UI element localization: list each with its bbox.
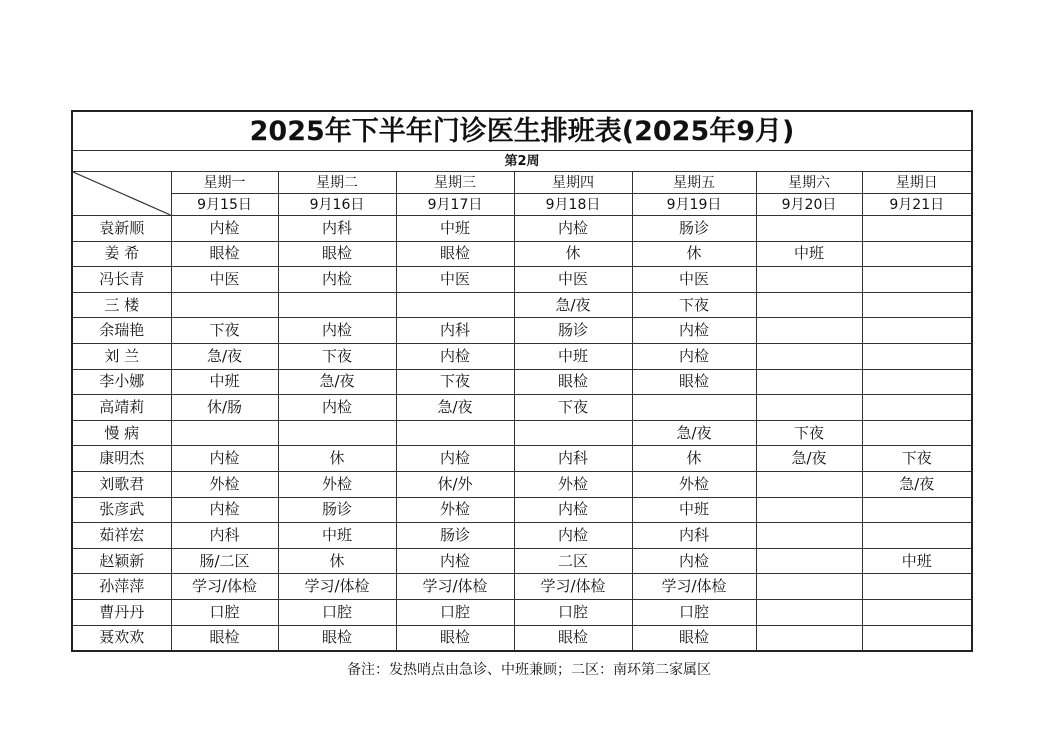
shift-cell: [171, 292, 278, 318]
shift-cell: [862, 574, 971, 600]
week-label: 第2周: [73, 151, 971, 172]
shift-cell: [862, 292, 971, 318]
shift-cell: [756, 267, 862, 293]
shift-cell: [862, 625, 971, 650]
table-row: [73, 292, 971, 318]
shift-cell: [756, 548, 862, 574]
shift-cell: 学习/体检: [514, 574, 632, 600]
doctor-name: 刘歌君: [73, 471, 171, 497]
shift-cell: [756, 574, 862, 600]
shift-cell: 内检: [632, 318, 756, 344]
shift-cell: 肠诊: [514, 318, 632, 344]
doctor-name: 高靖莉: [73, 395, 171, 421]
shift-cell: [756, 395, 862, 421]
footnote: 备注：发热哨点由急诊、中班兼顾；二区：南环第二家属区: [347, 662, 711, 678]
doctor-name: 康明杰: [73, 446, 171, 472]
shift-cell: [756, 216, 862, 242]
shift-cell: 内检: [278, 318, 396, 344]
shift-cell: [278, 292, 396, 318]
shift-cell: 中医: [632, 267, 756, 293]
doctor-name: 刘 兰: [73, 343, 171, 369]
date-header: 9月16日: [278, 194, 396, 216]
table-row: [73, 471, 971, 497]
shift-cell: 眼检: [632, 625, 756, 650]
table-row: [73, 625, 971, 650]
shift-cell: [278, 420, 396, 446]
table-row: [73, 369, 971, 395]
shift-cell: 二区: [514, 548, 632, 574]
date-header: 9月20日: [756, 194, 862, 216]
doctor-name: 姜 希: [73, 241, 171, 267]
shift-cell: 内科: [632, 523, 756, 549]
shift-cell: 下夜: [632, 292, 756, 318]
shift-cell: 内科: [514, 446, 632, 472]
table-row: [73, 343, 971, 369]
shift-cell: [632, 395, 756, 421]
shift-cell: 外检: [632, 471, 756, 497]
table-row: [73, 497, 971, 523]
shift-cell: 休: [632, 241, 756, 267]
shift-cell: 急/夜: [171, 343, 278, 369]
shift-cell: 口腔: [171, 599, 278, 625]
shift-cell: 休: [632, 446, 756, 472]
table-row: [73, 574, 971, 600]
shift-cell: 下夜: [278, 343, 396, 369]
shift-cell: 肠诊: [278, 497, 396, 523]
doctor-name: 曹丹丹: [73, 599, 171, 625]
shift-cell: 中医: [514, 267, 632, 293]
doctor-name: 慢 病: [73, 420, 171, 446]
day-header: 星期五: [632, 172, 756, 194]
day-header: 星期日: [862, 172, 971, 194]
shift-cell: [862, 420, 971, 446]
doctor-name: 李小娜: [73, 369, 171, 395]
diagonal-line: [73, 172, 171, 215]
table-row: [73, 267, 971, 293]
shift-cell: 眼检: [514, 369, 632, 395]
shift-cell: 眼检: [514, 625, 632, 650]
shift-cell: 休: [278, 548, 396, 574]
date-header: 9月18日: [514, 194, 632, 216]
shift-cell: [396, 292, 514, 318]
table-row: [73, 241, 971, 267]
shift-cell: [862, 343, 971, 369]
table-row: [73, 599, 971, 625]
shift-cell: 内检: [278, 267, 396, 293]
shift-cell: [862, 599, 971, 625]
shift-cell: [862, 241, 971, 267]
shift-cell: 下夜: [171, 318, 278, 344]
shift-cell: 中班: [171, 369, 278, 395]
doctor-name: 三 楼: [73, 292, 171, 318]
shift-cell: 急/夜: [862, 471, 971, 497]
shift-cell: [756, 292, 862, 318]
shift-cell: 休: [278, 446, 396, 472]
shift-cell: 内检: [171, 216, 278, 242]
shift-cell: 眼检: [171, 625, 278, 650]
shift-cell: 外检: [278, 471, 396, 497]
shift-cell: 休/外: [396, 471, 514, 497]
shift-cell: 外检: [396, 497, 514, 523]
doctor-name: 孙萍萍: [73, 574, 171, 600]
shift-cell: [862, 318, 971, 344]
shift-cell: 内科: [396, 318, 514, 344]
shift-cell: 内检: [396, 446, 514, 472]
day-header: 星期二: [278, 172, 396, 194]
shift-cell: 口腔: [514, 599, 632, 625]
shift-cell: 学习/体检: [632, 574, 756, 600]
shift-cell: 内检: [278, 395, 396, 421]
shift-cell: 下夜: [756, 420, 862, 446]
shift-cell: 内科: [171, 523, 278, 549]
doctor-name: 袁新顺: [73, 216, 171, 242]
shift-cell: 外检: [171, 471, 278, 497]
shift-cell: 眼检: [171, 241, 278, 267]
shift-cell: [171, 420, 278, 446]
shift-cell: [396, 420, 514, 446]
day-header: 星期六: [756, 172, 862, 194]
doctor-name: 张彦武: [73, 497, 171, 523]
shift-cell: 下夜: [396, 369, 514, 395]
shift-cell: 口腔: [278, 599, 396, 625]
shift-cell: 中班: [632, 497, 756, 523]
shift-cell: 内科: [278, 216, 396, 242]
day-header: 星期三: [396, 172, 514, 194]
shift-cell: 学习/体检: [171, 574, 278, 600]
shift-cell: 学习/体检: [396, 574, 514, 600]
table-row: [73, 395, 971, 421]
shift-cell: [756, 599, 862, 625]
shift-cell: 内检: [171, 497, 278, 523]
shift-cell: [756, 497, 862, 523]
shift-cell: 眼检: [278, 241, 396, 267]
doctor-name: 赵颖新: [73, 548, 171, 574]
shift-cell: 中班: [862, 548, 971, 574]
schedule-table: [73, 112, 971, 650]
corner-diagonal-cell: [73, 172, 171, 216]
table-row: [73, 548, 971, 574]
table-row: [73, 420, 971, 446]
page-title: 2025年下半年门诊医生排班表(2025年9月): [73, 112, 971, 151]
shift-cell: 肠诊: [632, 216, 756, 242]
shift-cell: 肠/二区: [171, 548, 278, 574]
shift-cell: [862, 267, 971, 293]
shift-cell: [756, 369, 862, 395]
shift-cell: 肠诊: [396, 523, 514, 549]
shift-cell: [756, 625, 862, 650]
shift-cell: [862, 216, 971, 242]
shift-cell: 内检: [632, 343, 756, 369]
shift-cell: 口腔: [396, 599, 514, 625]
shift-cell: [756, 523, 862, 549]
day-header: 星期一: [171, 172, 278, 194]
shift-cell: 中医: [396, 267, 514, 293]
shift-cell: 休: [514, 241, 632, 267]
shift-cell: 急/夜: [396, 395, 514, 421]
shift-cell: 眼检: [278, 625, 396, 650]
shift-cell: [756, 318, 862, 344]
shift-cell: 休/肠: [171, 395, 278, 421]
shift-cell: [756, 471, 862, 497]
shift-cell: 内检: [396, 548, 514, 574]
doctor-name: 聂欢欢: [73, 625, 171, 650]
date-header: 9月21日: [862, 194, 971, 216]
date-header: 9月17日: [396, 194, 514, 216]
shift-cell: 内检: [171, 446, 278, 472]
shift-cell: 下夜: [862, 446, 971, 472]
shift-cell: 中班: [756, 241, 862, 267]
shift-cell: 急/夜: [514, 292, 632, 318]
shift-cell: 口腔: [632, 599, 756, 625]
shift-cell: 内检: [396, 343, 514, 369]
shift-cell: [862, 523, 971, 549]
shift-cell: 学习/体检: [278, 574, 396, 600]
shift-cell: [862, 395, 971, 421]
schedule-sheet: [71, 110, 973, 652]
doctor-name: 茹祥宏: [73, 523, 171, 549]
shift-cell: 内检: [632, 548, 756, 574]
shift-cell: 中医: [171, 267, 278, 293]
shift-cell: 急/夜: [632, 420, 756, 446]
shift-cell: [514, 420, 632, 446]
doctor-name: 冯长青: [73, 267, 171, 293]
shift-cell: 内检: [514, 523, 632, 549]
shift-cell: [862, 369, 971, 395]
shift-cell: 眼检: [396, 241, 514, 267]
shift-cell: 下夜: [514, 395, 632, 421]
shift-cell: 内检: [514, 497, 632, 523]
table-row: [73, 446, 971, 472]
shift-cell: 中班: [514, 343, 632, 369]
date-header: 9月15日: [171, 194, 278, 216]
doctor-name: 余瑞艳: [73, 318, 171, 344]
shift-cell: 眼检: [632, 369, 756, 395]
shift-cell: 急/夜: [278, 369, 396, 395]
shift-cell: 中班: [278, 523, 396, 549]
shift-cell: [862, 497, 971, 523]
shift-cell: 眼检: [396, 625, 514, 650]
date-header: 9月19日: [632, 194, 756, 216]
table-row: [73, 216, 971, 242]
table-row: [73, 318, 971, 344]
shift-cell: [756, 343, 862, 369]
shift-cell: 中班: [396, 216, 514, 242]
shift-cell: 急/夜: [756, 446, 862, 472]
table-row: [73, 523, 971, 549]
shift-cell: 外检: [514, 471, 632, 497]
shift-cell: 内检: [514, 216, 632, 242]
day-header: 星期四: [514, 172, 632, 194]
